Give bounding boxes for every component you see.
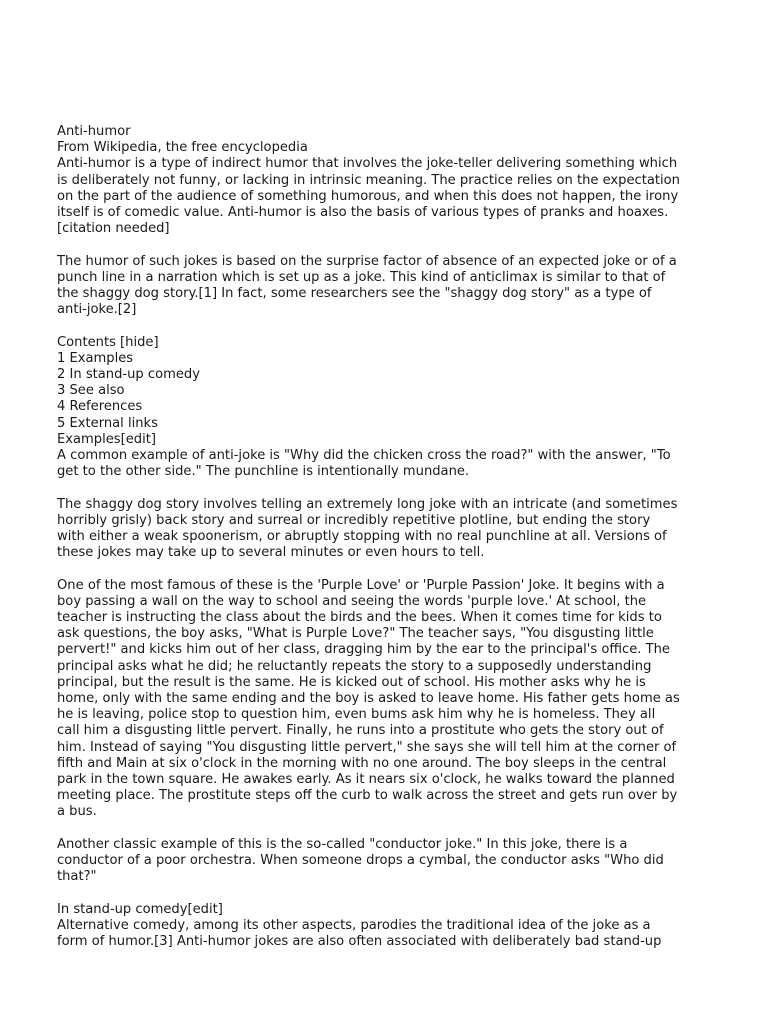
text-line: A common example of anti-joke is "Why did the chicken cross the road?" with the answer, "To xyxy=(57,448,671,464)
text-line: get to the other side." The punchline is intentionally mundane. xyxy=(57,464,470,480)
text-line: horribly grisly) back story and surreal or incredibly repetitive plotline, but ending the story xyxy=(57,512,651,528)
text-line: Another classic example of this is the so-called "conductor joke." In this joke, there is a xyxy=(57,836,628,852)
text-line: him. Instead of saying "You disgusting little pervert," she says she will tell him at the corner of xyxy=(57,739,677,755)
paragraph-gap xyxy=(57,480,717,496)
intro-paragraph xyxy=(57,156,717,237)
text-line: Alternative comedy, among its other aspects, parodies the traditional idea of the joke as a xyxy=(57,917,651,933)
contents-header[interactable]: Contents [hide] xyxy=(57,334,159,350)
text-line: boy passing a wall on the way to school and seeing the words 'purple love.' At school, the xyxy=(57,593,647,609)
text-line: a bus. xyxy=(57,804,97,820)
examples-paragraph-2 xyxy=(57,497,717,562)
paragraph-gap xyxy=(57,318,717,334)
article-title: Anti-humor xyxy=(57,124,131,139)
text-line: is deliberately not funny, or lacking in intrinsic meaning. The practice relies on the expectation xyxy=(57,172,680,188)
text-line: that?" xyxy=(57,869,97,885)
text-line: itself is of comedic value. Anti-humor is also the basis of various types of pranks and hoaxes. xyxy=(57,205,669,221)
standup-paragraph-1 xyxy=(57,918,717,950)
paragraph-gap xyxy=(57,885,717,901)
humor-paragraph xyxy=(57,254,717,319)
text-line: principal, but the result is the same. He is kicked out of school. His mother asks why he is xyxy=(57,674,646,690)
text-line: with either a weak spoonerism, or abruptly stopping with no real punchline at all. Versions of xyxy=(57,529,667,545)
contents-item-external-links[interactable]: 5 External links xyxy=(57,415,158,431)
text-line: principal asks what he did; he reluctantly repeats the story to a supposedly understanding xyxy=(57,658,652,674)
contents-item-references[interactable]: 4 References xyxy=(57,399,143,415)
text-line: teacher is instructing the class about the birds and the bees. When it comes time for kids to xyxy=(57,610,662,626)
article-source: From Wikipedia, the free encyclopedia xyxy=(57,140,308,156)
table-of-contents xyxy=(57,335,717,432)
text-line: park in the town square. He awakes early. As it nears six o'clock, he walks toward the planned xyxy=(57,772,675,788)
text-line: form of humor.[3] Anti-humor jokes are also often associated with deliberately bad stand-up xyxy=(57,934,662,950)
text-line: the shaggy dog story.[1] In fact, some researchers see the "shaggy dog story" as a type of xyxy=(57,286,652,302)
contents-item-standup[interactable]: 2 In stand-up comedy xyxy=(57,367,200,383)
contents-item-examples[interactable]: 1 Examples xyxy=(57,350,134,366)
text-line: The shaggy dog story involves telling an extremely long joke with an intricate (and sometimes xyxy=(57,496,678,512)
contents-item-see-also[interactable]: 3 See also xyxy=(57,383,125,399)
text-line: [citation needed] xyxy=(57,221,170,237)
text-line: Anti-humor is a type of indirect humor that involves the joke-teller delivering something which xyxy=(57,156,678,172)
examples-paragraph-3 xyxy=(57,578,717,821)
text-line: call him a disgusting little pervert. Finally, he runs into a prostitute who gets the story out of xyxy=(57,723,664,739)
text-line: these jokes may take up to several minutes or even hours to tell. xyxy=(57,545,485,561)
paragraph-gap xyxy=(57,237,717,253)
paragraph-gap xyxy=(57,561,717,577)
text-line: ask questions, the boy asks, "What is Purple Love?" The teacher says, "You disgusting little xyxy=(57,626,654,642)
text-line: pervert!" and kicks him out of her class, dragging him by the ear to the principal's office. The xyxy=(57,642,670,658)
document-page xyxy=(57,124,717,950)
text-line: meeting place. The prostitute steps off the curb to walk across the street and gets run over by xyxy=(57,788,678,804)
text-line: One of the most famous of these is the 'Purple Love' or 'Purple Passion' Joke. It begins with a xyxy=(57,577,665,593)
text-line: fifth and Main at six o'clock in the morning with no one around. The boy sleeps in the central xyxy=(57,755,667,771)
section-heading-examples: Examples[edit] xyxy=(57,431,156,447)
examples-paragraph-1 xyxy=(57,448,717,480)
text-line: anti-joke.[2] xyxy=(57,302,137,318)
text-line: home, only with the same ending and the boy is asked to leave home. His father gets home as xyxy=(57,691,680,707)
text-line: on the part of the audience of something humorous, and when this does not happen, the irony xyxy=(57,188,679,204)
section-heading-standup: In stand-up comedy[edit] xyxy=(57,901,223,917)
text-line: The humor of such jokes is based on the surprise factor of absence of an expected joke or of a xyxy=(57,253,677,269)
paragraph-gap xyxy=(57,821,717,837)
text-line: conductor of a poor orchestra. When someone drops a cymbal, the conductor asks "Who did xyxy=(57,853,664,869)
text-line: he is leaving, police stop to question him, even bums ask him why he is homeless. They all xyxy=(57,707,656,723)
text-line: punch line in a narration which is set up as a joke. This kind of anticlimax is similar to that of xyxy=(57,269,666,285)
examples-paragraph-4 xyxy=(57,837,717,886)
